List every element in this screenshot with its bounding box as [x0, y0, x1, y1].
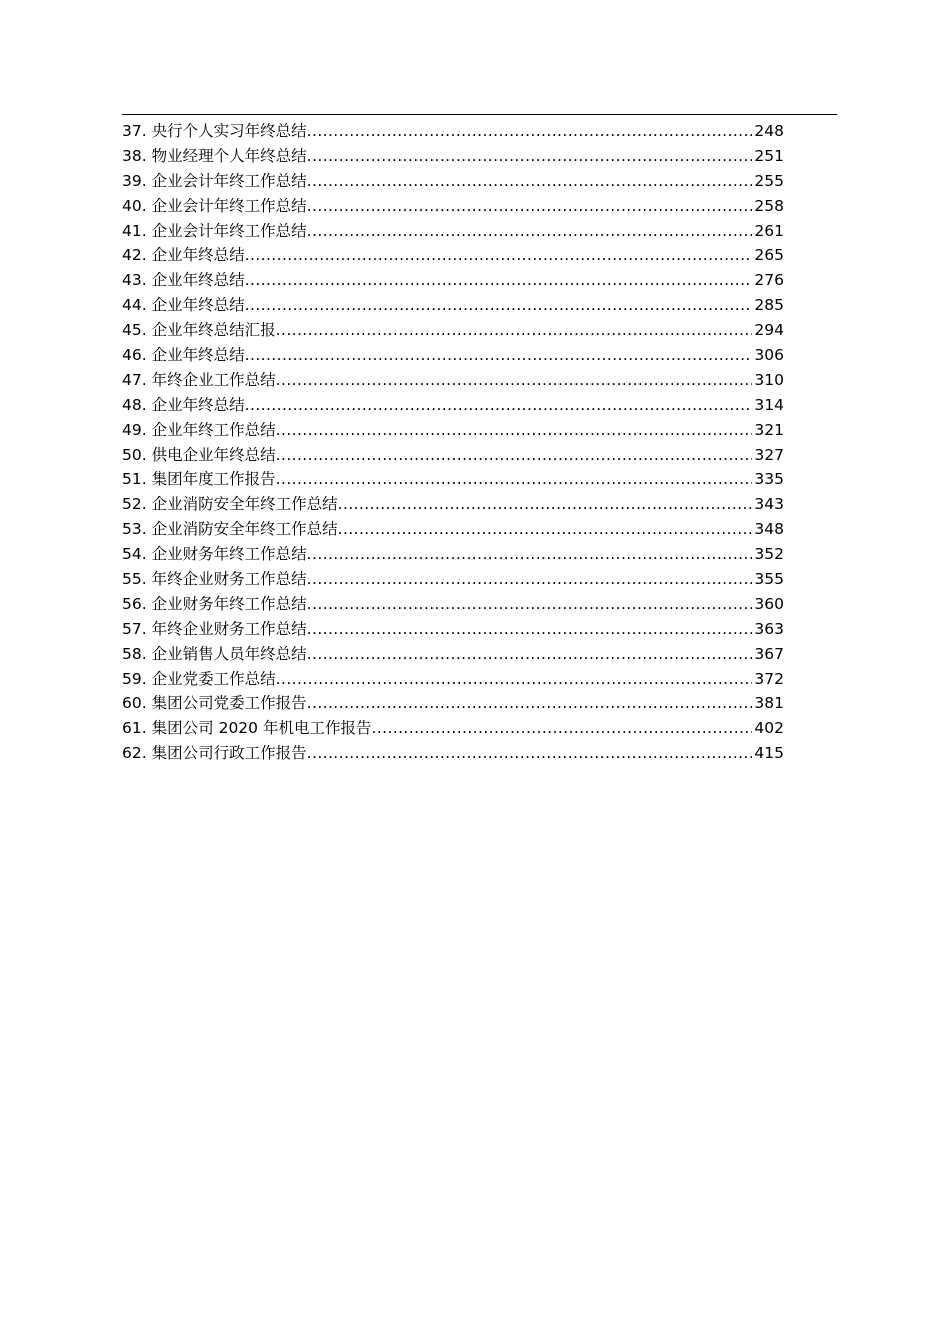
toc-entry[interactable] — [122, 716, 784, 741]
toc-entry[interactable] — [122, 492, 784, 517]
toc-entry-number: 56. — [122, 594, 147, 613]
toc-entry-title: 集团年度工作报告 — [151, 470, 276, 489]
toc-entry[interactable] — [122, 119, 784, 144]
toc-entry-page: 265 — [754, 246, 784, 265]
toc-entry-number: 49. — [122, 420, 147, 439]
toc-entry[interactable] — [122, 542, 784, 567]
toc-entry-number: 46. — [122, 346, 147, 364]
toc-entry-page: 314 — [754, 395, 784, 414]
toc-entry-page: 402 — [754, 719, 784, 738]
dot-leader — [307, 119, 753, 144]
toc-entry-page: 381 — [754, 694, 784, 713]
toc-entry-page: 327 — [754, 445, 784, 464]
table-of-contents — [122, 119, 784, 766]
toc-entry-title: 企业年终总结 — [151, 346, 245, 364]
toc-entry[interactable] — [122, 343, 784, 368]
dot-leader — [307, 169, 753, 194]
toc-entry-number: 57. — [122, 619, 147, 638]
toc-entry-title: 企业会计年终工作总结 — [151, 171, 307, 190]
dot-leader — [276, 443, 753, 468]
toc-entry-number: 39. — [122, 171, 147, 190]
toc-entry[interactable] — [122, 741, 784, 766]
toc-entry-page: 352 — [754, 545, 784, 564]
dot-leader — [245, 393, 753, 418]
toc-entry[interactable] — [122, 443, 784, 468]
toc-entry-title: 企业年终总结 — [151, 246, 245, 265]
toc-entry-page: 363 — [754, 619, 784, 638]
dot-leader — [338, 517, 753, 542]
toc-entry-page: 310 — [754, 370, 784, 389]
dot-leader — [307, 194, 753, 219]
dot-leader — [276, 467, 753, 492]
dot-leader — [245, 243, 753, 268]
toc-entry-title: 年终企业财务工作总结 — [151, 570, 307, 589]
toc-entry-number: 58. — [122, 644, 147, 663]
toc-entry-title: 企业财务年终工作总结 — [151, 545, 307, 564]
toc-entry[interactable] — [122, 194, 784, 219]
toc-entry[interactable] — [122, 517, 784, 542]
toc-entry-title: 企业消防安全年终工作总结 — [151, 495, 338, 514]
toc-entry-title: 企业年终总结 — [151, 296, 245, 315]
dot-leader — [371, 716, 752, 741]
dot-leader — [307, 144, 753, 169]
toc-entry-page: 294 — [754, 321, 784, 340]
dot-leader — [307, 592, 753, 617]
toc-entry-number: 45. — [122, 321, 147, 340]
toc-entry-page: 343 — [754, 495, 784, 514]
toc-entry-title: 集团公司 2020 年机电工作报告 — [151, 719, 372, 738]
toc-entry-number: 61. — [122, 719, 147, 738]
dot-leader — [338, 492, 753, 517]
toc-entry-title: 企业年终总结汇报 — [151, 321, 276, 340]
toc-entry-title: 企业财务年终工作总结 — [151, 594, 307, 613]
toc-entry-title: 年终企业工作总结 — [151, 370, 276, 389]
dot-leader — [307, 542, 753, 567]
toc-entry[interactable] — [122, 318, 784, 343]
toc-entry-page: 276 — [754, 271, 784, 290]
toc-entry-number: 41. — [122, 221, 147, 240]
toc-entry[interactable] — [122, 667, 784, 692]
toc-entry-title: 企业年终总结 — [151, 271, 245, 290]
toc-entry-title: 年终企业财务工作总结 — [151, 619, 307, 638]
toc-entry[interactable] — [122, 592, 784, 617]
toc-entry-page: 255 — [754, 171, 784, 190]
toc-entry-page: 367 — [754, 644, 784, 663]
toc-entry[interactable] — [122, 268, 784, 293]
toc-entry-number: 52. — [122, 495, 147, 514]
toc-entry[interactable] — [122, 393, 784, 418]
toc-entry-number: 40. — [122, 196, 147, 215]
toc-entry-title: 集团公司行政工作报告 — [151, 744, 307, 763]
toc-entry-page: 355 — [754, 570, 784, 589]
toc-entry-number: 55. — [122, 570, 147, 589]
toc-entry[interactable] — [122, 293, 784, 318]
toc-entry[interactable] — [122, 243, 784, 268]
toc-entry-title: 企业销售人员年终总结 — [151, 644, 307, 663]
toc-entry-title: 企业党委工作总结 — [151, 669, 276, 688]
toc-entry-number: 60. — [122, 694, 147, 713]
toc-entry-number: 43. — [122, 271, 147, 290]
toc-entry-page: 251 — [754, 146, 784, 165]
toc-entry-title: 供电企业年终总结 — [151, 445, 276, 464]
toc-entry-number: 62. — [122, 744, 147, 763]
toc-entry-number: 44. — [122, 296, 147, 315]
toc-entry-number: 48. — [122, 395, 147, 414]
dot-leader — [307, 617, 753, 642]
dot-leader — [245, 293, 753, 318]
toc-entry[interactable] — [122, 691, 784, 716]
dot-leader — [276, 368, 753, 393]
toc-entry[interactable] — [122, 617, 784, 642]
toc-entry[interactable] — [122, 144, 784, 169]
toc-entry-page: 258 — [754, 196, 784, 215]
toc-entry-number: 50. — [122, 445, 147, 464]
toc-entry[interactable] — [122, 567, 784, 592]
toc-entry[interactable] — [122, 169, 784, 194]
toc-entry-title: 央行个人实习年终总结 — [151, 121, 307, 140]
toc-entry-page: 261 — [754, 221, 784, 240]
toc-entry-number: 47. — [122, 370, 147, 389]
toc-entry-title: 物业经理个人年终总结 — [151, 146, 307, 165]
toc-entry-page: 285 — [754, 296, 784, 315]
header-rule — [122, 114, 837, 115]
toc-entry-number: 38. — [122, 146, 147, 165]
toc-entry-page: 321 — [754, 420, 784, 439]
dot-leader — [276, 667, 753, 692]
dot-leader — [307, 567, 753, 592]
toc-entry[interactable] — [122, 219, 784, 244]
toc-entry-title: 企业年终总结 — [151, 395, 245, 414]
toc-entry-number: 59. — [122, 669, 147, 688]
toc-entry-page: 335 — [754, 470, 784, 489]
toc-entry-title: 企业会计年终工作总结 — [151, 196, 307, 215]
toc-entry-page: 248 — [754, 121, 784, 140]
toc-entry[interactable] — [122, 642, 784, 667]
toc-entry-title: 集团公司党委工作报告 — [151, 694, 307, 713]
toc-entry[interactable] — [122, 418, 784, 443]
dot-leader — [307, 741, 753, 766]
dot-leader — [307, 642, 753, 667]
toc-entry[interactable] — [122, 368, 784, 393]
toc-entry-page: 306 — [754, 346, 784, 364]
dot-leader — [245, 268, 753, 293]
toc-entry-title: 企业会计年终工作总结 — [151, 221, 307, 240]
toc-entry-page: 415 — [754, 744, 784, 763]
toc-entry-number: 51. — [122, 470, 147, 489]
toc-entry-title: 企业年终工作总结 — [151, 420, 276, 439]
toc-entry-number: 37. — [122, 121, 147, 140]
toc-entry-page: 348 — [754, 520, 784, 539]
dot-leader — [307, 219, 753, 244]
dot-leader — [245, 343, 753, 368]
toc-entry-number: 54. — [122, 545, 147, 564]
toc-entry-title: 企业消防安全年终工作总结 — [151, 520, 338, 539]
toc-entry[interactable] — [122, 467, 784, 492]
dot-leader — [276, 318, 753, 343]
toc-entry-page: 360 — [754, 594, 784, 613]
toc-entry-number: 42. — [122, 246, 147, 265]
dot-leader — [307, 691, 753, 716]
toc-entry-page: 372 — [754, 669, 784, 688]
toc-entry-number: 53. — [122, 520, 147, 539]
dot-leader — [276, 418, 753, 443]
